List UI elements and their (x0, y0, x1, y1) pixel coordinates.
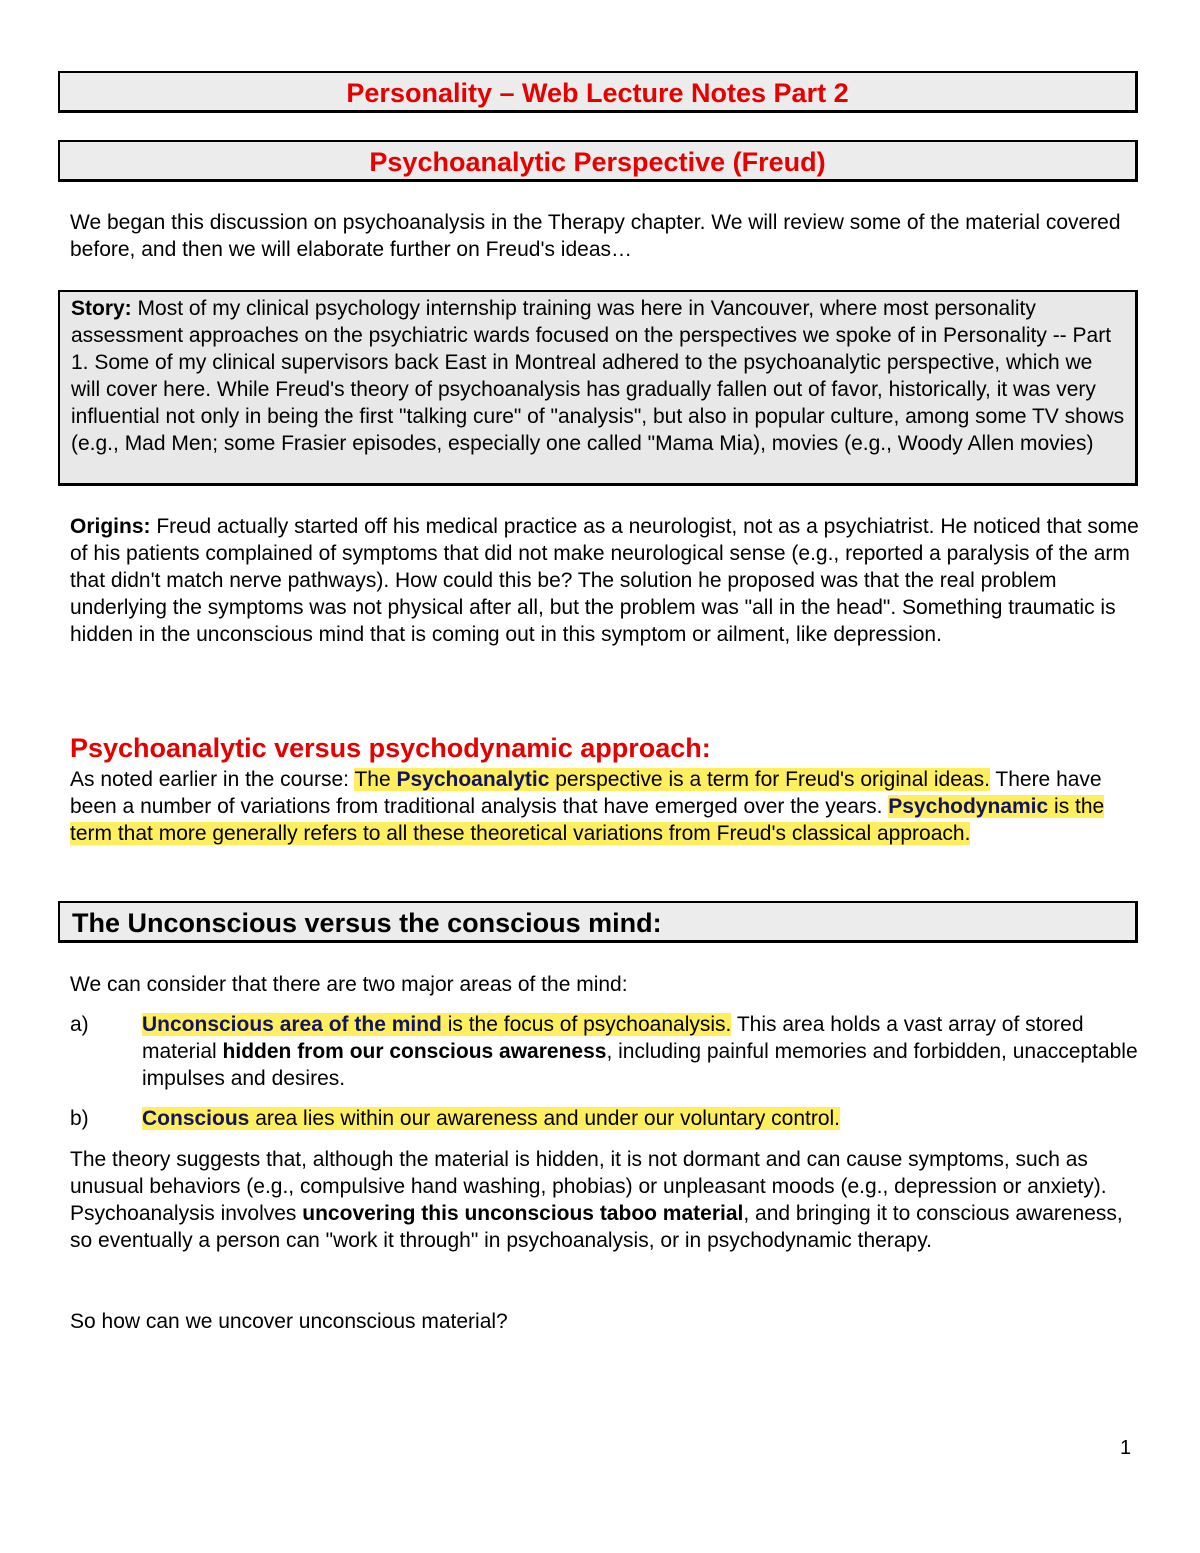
theory-bold: uncovering this unconscious taboo material (302, 1202, 744, 1225)
item-a-bold: hidden from our conscious awareness (222, 1040, 607, 1063)
origins-paragraph (70, 513, 1140, 648)
origins-label: Origins: (70, 515, 151, 538)
item-b-text: area lies within our awareness and under our voluntary control. (249, 1107, 841, 1130)
approach-heading: Psychoanalytic versus psychodynamic approach: (70, 733, 711, 763)
document-title: Personality – Web Lecture Notes Part 2 (346, 78, 849, 108)
consider-paragraph: We can consider that there are two major areas of the mind: (70, 973, 628, 996)
list-marker-b: b) (70, 1107, 89, 1130)
origins-text: Freud actually started off his medical practice as a neurologist, not as a psychiatrist. He noticed that some of his patients complained of symptoms that did not make neurological sense (e.g., reported a paralysis of the arm that didn't match nerve pathways). How could this be? The solution he proposed was that the real problem underlying the symptoms was not physical after all, but the problem was "all in the head". Something traumatic is hidden in the unconscious mind that is coming out in this symptom or ailment, like depression. (70, 515, 1139, 646)
document-subtitle: Psychoanalytic Perspective (Freud) (369, 147, 826, 177)
question-paragraph: So how can we uncover unconscious material? (70, 1310, 508, 1333)
section-heading-box (58, 901, 1138, 943)
theory-post: , and bringing it to conscious awareness, so eventually a person can "work it through" in psychoanalysis, or in psychodynamic therapy. (70, 1202, 1123, 1252)
term-psychodynamic: Psychodynamic (888, 795, 1049, 818)
term-conscious: Conscious (142, 1107, 250, 1130)
hl2-post: is the term that more generally refers to all these theoretical variations from Freud's classical approach. (70, 795, 1105, 845)
hl1-pre: The (354, 768, 397, 791)
story-label: Story: (71, 297, 132, 320)
approach-lead: As noted earlier in the course: (70, 768, 355, 791)
item-a-text3: , including painful memories and forbidden, unacceptable impulses and desires. (142, 1040, 1138, 1090)
story-text: Most of my clinical psychology internship training was here in Vancouver, where most personality assessment approaches on the psychiatric wards focused on the perspectives we spoke of in Personality -- Part 1. Some of my clinical supervisors back East in Montreal adhered to the psychoanalytic perspective, which we will cover here. While Freud's theory of psychoanalysis has gradually fallen out of favor, historically, it was very influential not only in being the first "talking cure" of "analysis", but also in popular culture, among some TV shows (e.g., Mad Men; some Frasier episodes, especially one called "Mama Mia), movies (e.g., Woody Allen movies) (71, 297, 1125, 455)
item-a-text1: is the focus of psychoanalysis. (441, 1013, 732, 1036)
term-psychoanalytic: Psychoanalytic (396, 768, 550, 791)
intro-paragraph: We began this discussion on psychoanalysis in the Therapy chapter. We will review some of the material covered before, and then we will elaborate further on Freud's ideas… (70, 211, 1121, 261)
list-body-b (142, 1105, 1142, 1132)
section-heading: The Unconscious versus the conscious mind: (72, 908, 662, 938)
list-body-a (142, 1011, 1142, 1092)
story-box (58, 290, 1138, 486)
hl1-post: perspective is a term for Freud's original ideas. (549, 768, 990, 791)
theory-pre: The theory suggests that, although the material is hidden, it is not dormant and can cause symptoms, such as unusual behaviors (e.g., compulsive hand washing, phobias) or unpleasant moods (e.g., depression or anxiety). Psychoanalysis involves (70, 1148, 1107, 1225)
item-a-text2: This area holds a vast array of stored material (142, 1013, 1084, 1063)
term-unconscious: Unconscious area of the mind (142, 1013, 442, 1036)
subtitle-box (58, 140, 1138, 182)
list-marker-a: a) (70, 1013, 89, 1036)
highlight-psychoanalytic (354, 768, 989, 791)
theory-paragraph (70, 1146, 1140, 1254)
page-number: 1 (1120, 1437, 1132, 1459)
approach-middle: There have been a number of variations from traditional analysis that have emerged over the years. (70, 768, 1102, 818)
approach-paragraph (70, 766, 1140, 847)
title-box (58, 71, 1138, 113)
